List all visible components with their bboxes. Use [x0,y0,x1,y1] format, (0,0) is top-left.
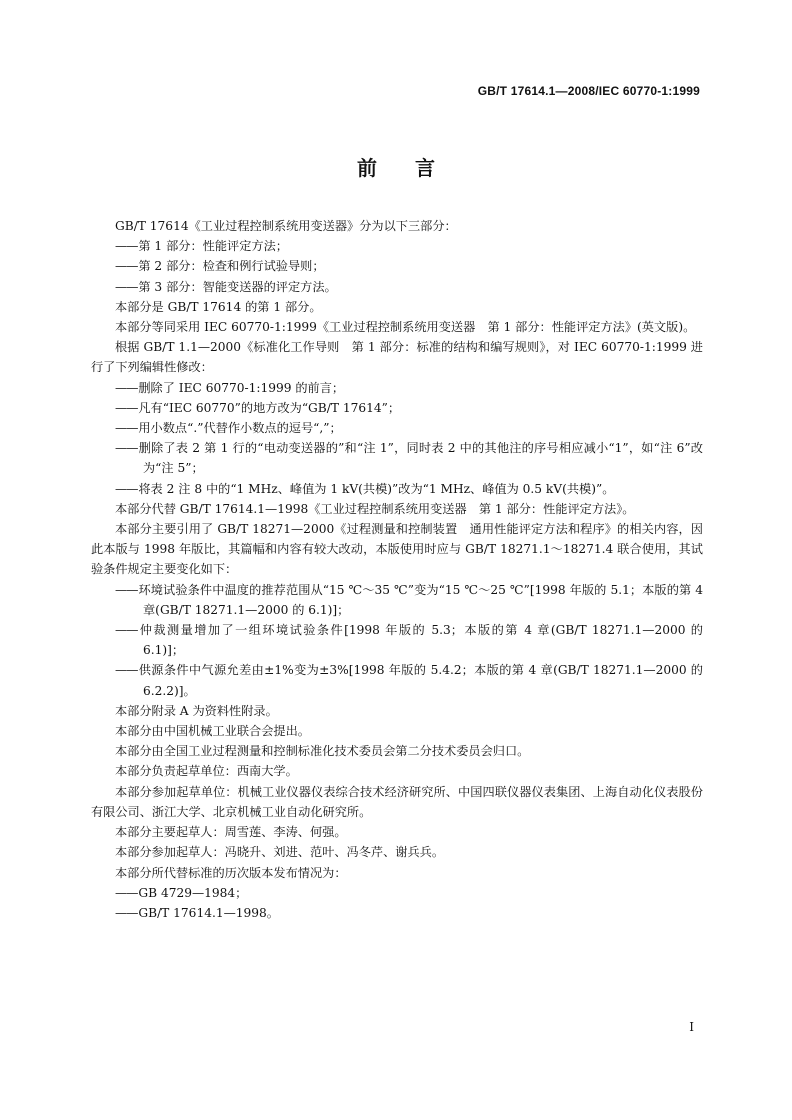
paragraph: 本部分由中国机械工业联合会提出。 [115,724,310,739]
paragraph: 本部分主要引用了 GB/T 18271—2000《过程测量和控制装置 通用性能评定方法和程序》的相关内容，因此本版与 1998 年版比，其篇幅和内容有较大改动，本版使用时应与 GB/T 18271.1～18271.4 联合使用，其试验条件规定主要变化如下： [91,522,703,577]
list-item: —— 将表 2 注 8 中的“1 MHz、峰值为 1 kV(共模)”改为“1 MHz、峰值为 0.5 kV(共模)”。 [91,479,703,499]
list-item: —— 凡有“IEC 60770”的地方改为“GB/T 17614”； [91,398,703,418]
list-item: —— 仲裁测量增加了一组环境试验条件[1998 年版的 5.3；本版的第 4 章(GB/T 18271.1—2000 的 6.1)]； [91,620,703,660]
page-number: I [689,1020,694,1034]
page-title: 前言 [357,156,473,180]
paragraph: 本部分参加起草单位：机械工业仪器仪表综合技术经济研究所、中国四联仪器仪表集团、上海自动化仪表股份有限公司、浙江大学、北京机械工业自动化研究所。 [91,784,703,819]
list-item: —— GB/T 17614.1—1998。 [91,903,703,923]
list-item: —— 供源条件中气源允差由±1%变为±3%[1998 年版的 5.4.2；本版的第 4 章(GB/T 18271.1—2000 的 6.2.2)]。 [91,660,703,700]
paragraph: 本部分是 GB/T 17614 的第 1 部分。 [115,299,322,314]
list-item: —— 用小数点“.”代替作小数点的逗号“,”； [91,418,703,438]
paragraph: 本部分参加起草人：冯晓升、刘进、范叶、冯冬芹、谢兵兵。 [115,845,445,860]
paragraph: 本部分主要起草人：周雪莲、李涛、何强。 [115,825,347,840]
list-item: —— GB 4729—1984； [91,883,703,903]
list-item: —— 删除了 IEC 60770-1:1999 的前言； [91,378,703,398]
paragraph: 本部分等同采用 IEC 60770-1:1999《工业过程控制系统用变送器 第 1 部分：性能评定方法》(英文版)。 [115,320,696,335]
list-item: —— 删除了表 2 第 1 行的“电动变送器的”和“注 1”，同时表 2 中的其他注的序号相应减小“1”，如“注 6”改为“注 5”； [91,438,703,478]
list-item: —— 第 3 部分：智能变送器的评定方法。 [91,277,703,297]
paragraph: 本部分负责起草单位：西南大学。 [115,764,298,779]
paragraph: 本部分由全国工业过程测量和控制标准化技术委员会第二分技术委员会归口。 [115,744,530,759]
paragraph: 本部分代替 GB/T 17614.1—1998《工业过程控制系统用变送器 第 1 部分：性能评定方法》。 [115,501,635,516]
paragraph: GB/T 17614《工业过程控制系统用变送器》分为以下三部分： [115,219,457,233]
paragraph: 本部分附录 A 为资料性附录。 [115,703,278,718]
list-item: —— 环境试验条件中温度的推荐范围从“15 ℃～35 ℃”变为“15 ℃～25 ℃”[1998 年版的 5.1；本版的第 4 章(GB/T 18271.1—2000 的 6.1)]； [91,580,703,620]
foreword-body [91,216,703,923]
paragraph: 根据 GB/T 1.1—2000《标准化工作导则 第 1 部分：标准的结构和编写规则》，对 IEC 60770-1:1999 进行了下列编辑性修改： [91,340,703,375]
paragraph: 本部分所代替标准的历次版本发布情况为： [115,865,347,880]
list-item: —— 第 1 部分：性能评定方法； [91,236,703,256]
list-item: —— 第 2 部分：检查和例行试验导则； [91,256,703,276]
standard-code-header: GB/T 17614.1—2008/IEC 60770-1:1999 [477,84,700,98]
